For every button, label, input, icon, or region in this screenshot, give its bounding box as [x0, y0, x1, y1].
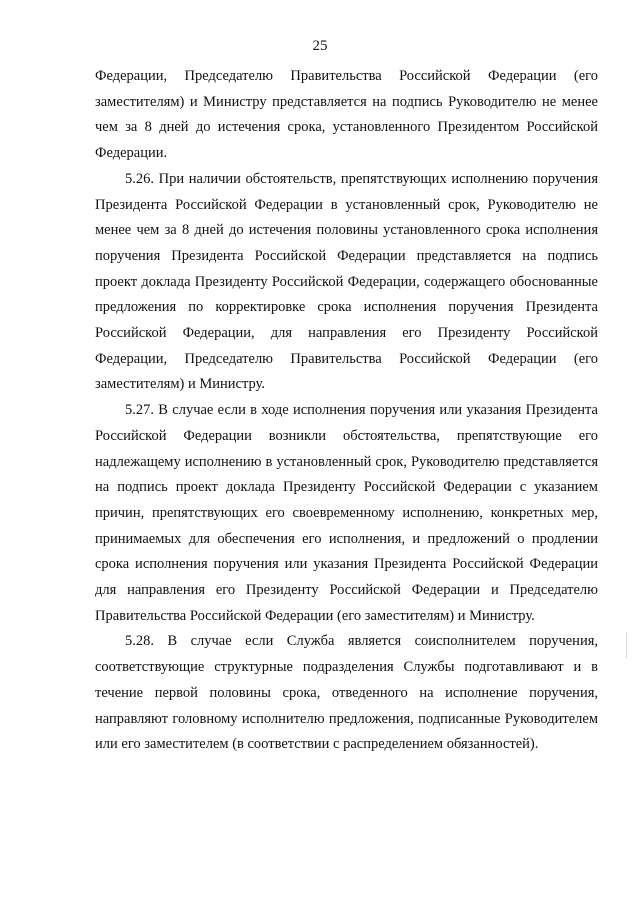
- paragraph-5-26: 5.26. При наличии обстоятельств, препятствующих исполнению поручения Президента Российской Федерации в установленный срок, Руководителю не менее чем за 8 дней до истечения половины установленного срока исполнения поручения Президента Российской Федерации представляется на подпись проект доклада Президенту Российской Федерации, содержащего обоснованные предложения по корректировке срока исполнения поручения Президента Российской Федерации, для направления его Президенту Российской Федерации, Председателю Правительства Российской Федерации (его заместителям) и Министру.: [95, 170, 598, 393]
- paragraph-5-28: 5.28. В случае если Служба является соисполнителем поручения, соответствующие структурные подразделения Службы подготавливают и в течение первой половины срока, отведенного на исполнение поручения, направляют головному исполнителю предложения, подписанные Руководителем или его заместителем (в соответствии с распределением обязанностей).: [95, 633, 598, 753]
- paragraph-5-27: 5.27. В случае если в ходе исполнения поручения или указания Президента Российской Федерации возникли обстоятельства, препятствующие его надлежащему исполнению в установленный срок, Руководителю представляется на подпись проект доклада Президенту Российской Федерации с указанием причин, препятствующих его своевременному исполнению, конкретных мер, принимаемых для обеспечения его исполнения, и предложений о продлении срока исполнения поручения или указания Президента Российской Федерации для направления его Президенту Российской Федерации и Председателю Правительства Российской Федерации (его заместителям) и Министру.: [95, 402, 598, 624]
- scan-edge-mark: [626, 632, 627, 658]
- paragraph-continuation: Федерации, Председателю Правительства Российской Федерации (его заместителям) и Министру представляется на подпись Руководителю не менее чем за 8 дней до истечения срока, установленного Президентом Российской Федерации.: [95, 68, 598, 162]
- document-body: [95, 64, 598, 758]
- page-number: 25: [312, 38, 328, 54]
